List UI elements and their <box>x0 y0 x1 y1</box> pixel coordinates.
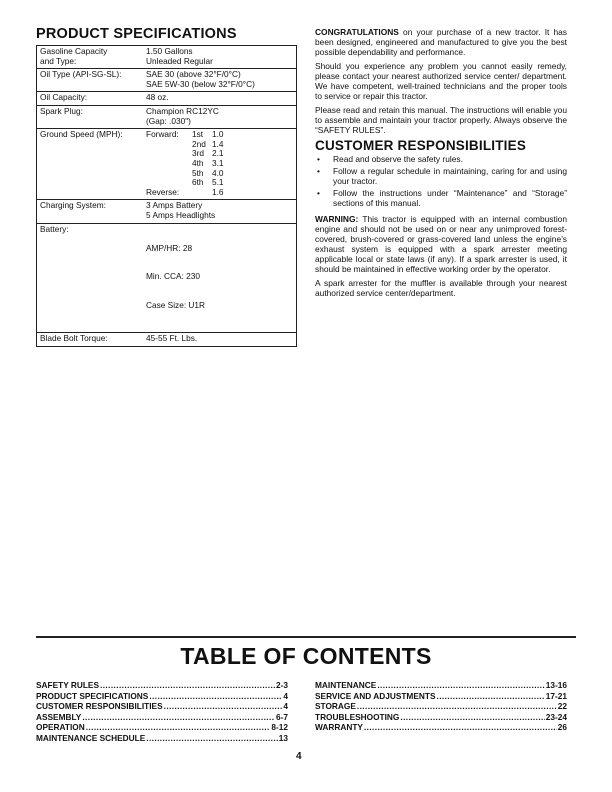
toc-entry[interactable] <box>315 712 567 723</box>
spec-label-line: Gasoline Capacity <box>40 46 108 56</box>
spec-value-line: 1.50 Gallons <box>146 46 193 56</box>
spec-value <box>146 201 296 220</box>
toc-page: 13-16 <box>545 680 567 690</box>
toc-leader <box>364 722 557 733</box>
spec-row-spark-plug <box>37 105 296 128</box>
spec-label <box>37 107 146 126</box>
toc-entry[interactable] <box>36 722 288 733</box>
toc-leader <box>146 733 278 744</box>
toc-entry[interactable] <box>315 680 567 691</box>
toc-entry[interactable] <box>36 712 288 723</box>
spec-label <box>37 130 146 197</box>
spec-row-charging <box>37 199 296 222</box>
customer-responsibilities-list <box>315 154 567 208</box>
spec-row-oil-capacity <box>37 91 296 105</box>
toc-entry[interactable] <box>36 691 288 702</box>
spec-label <box>37 70 146 89</box>
spec-value <box>146 107 296 126</box>
problem-paragraph: Should you experience any problem you cannot easily remedy, please contact your nearest authorized service center/ department. We have competent, well-trained technicians and the proper tools to service or repair this tractor. <box>315 61 567 101</box>
spec-label-line: Charging System: <box>40 200 106 211</box>
spec-label <box>37 334 146 344</box>
toc-page: 17-21 <box>545 690 567 701</box>
spec-value-line: Unleaded Regular <box>146 55 213 66</box>
toc-leader <box>164 701 283 712</box>
spec-value-line: Case Size: U1R <box>146 300 206 311</box>
spec-value <box>146 47 296 66</box>
gear-label: 6th <box>192 177 204 188</box>
toc-right-column <box>315 680 567 733</box>
spec-value <box>146 130 296 197</box>
ground-speed-grid <box>146 130 296 197</box>
toc-label: SERVICE AND ADJUSTMENTS <box>315 690 436 701</box>
toc-left-column <box>36 680 288 743</box>
spec-label-line: Blade Bolt Torque: <box>40 333 108 344</box>
toc-entry[interactable] <box>315 701 567 712</box>
gear-speed: 3.1 <box>212 157 224 168</box>
spec-value <box>146 334 296 344</box>
spec-value-line: (Gap: .030") <box>146 115 191 126</box>
toc-label: SAFETY RULES <box>36 680 100 690</box>
congrats-lead: CONGRATULATIONS <box>315 27 399 37</box>
gear-label: 2nd <box>192 138 206 149</box>
list-item <box>315 166 567 186</box>
spec-value-line: AMP/HR: 28 <box>146 242 193 253</box>
warning-text: This tractor is equipped with an internal combustion engine and should not be used on or near any unimproved forest-covered, brush-covered or grass-covered land unless the engine’s exhaust system is equipped with a spark arrester meeting applicable local or state laws (if any). If a spark arrester is used, it should be maintained in effective working order by the operator. <box>315 214 567 274</box>
toc-entry[interactable] <box>315 691 567 702</box>
bullet-icon: • <box>317 154 320 164</box>
spec-value <box>146 93 296 103</box>
toc-label: WARRANTY <box>315 722 363 732</box>
forward-label: Forward: <box>146 129 179 140</box>
gear-label: 1st <box>192 129 204 140</box>
gear-speed: 1.0 <box>212 129 224 140</box>
spec-value-line: 45-55 Ft. Lbs. <box>146 333 198 344</box>
spec-value-line: SAE 30 (above 32°F/0°C) <box>146 69 241 80</box>
toc-leader <box>377 680 544 691</box>
toc-leader <box>436 691 544 702</box>
toc-label: CUSTOMER RESPONSIBILITIES <box>36 701 163 711</box>
toc-label: OPERATION <box>36 722 85 732</box>
spec-label <box>37 201 146 220</box>
congrats-text: on your purchase of a new tractor. It has been designed, engineered and manufactured to give you the best possible dependability and performance. <box>315 27 567 57</box>
bullet-icon: • <box>317 166 320 176</box>
list-item-text: Follow the instructions under “Maintenance” and “Storage” sections of this manual. <box>333 188 567 208</box>
toc-page: 4 <box>283 701 288 711</box>
spec-value-line: 3 Amps Battery <box>146 200 203 211</box>
page-number: 4 <box>296 751 302 762</box>
list-item <box>315 188 567 208</box>
toc-page: 13 <box>278 732 288 743</box>
toc-label: PRODUCT SPECIFICATIONS <box>36 690 149 701</box>
retain-paragraph: Please read and retain this manual. The instructions will enable you to assemble and maintain your tractor properly. Always observe the “SAFETY RULES”. <box>315 105 567 135</box>
toc-page: 4 <box>283 690 288 701</box>
toc-entry[interactable] <box>36 701 288 712</box>
spec-row-gasoline <box>37 46 296 68</box>
toc-page: 23-24 <box>545 711 567 722</box>
spec-label-line: Battery: <box>40 223 69 234</box>
gear-label: 5th <box>192 167 204 178</box>
gear-speed: 4.0 <box>212 167 224 178</box>
warning-paragraph <box>315 214 567 274</box>
warning-lead: WARNING: <box>315 214 359 224</box>
gear-label: 4th <box>192 157 204 168</box>
spec-label-line: and Type: <box>40 55 77 66</box>
toc-leader <box>357 701 557 712</box>
specs-title: PRODUCT SPECIFICATIONS <box>36 26 237 42</box>
gear-label: 3rd <box>192 148 204 159</box>
toc-title: TABLE OF CONTENTS <box>180 643 432 669</box>
list-item-text: Read and observe the safety rules. <box>333 154 463 164</box>
gear-speed: 5.1 <box>212 177 224 188</box>
spec-row-oil-type <box>37 68 296 91</box>
toc-entry[interactable] <box>36 680 288 691</box>
toc-entry[interactable] <box>36 733 288 744</box>
spec-row-blade-torque <box>37 332 296 346</box>
spec-value <box>146 70 296 89</box>
bullet-icon: • <box>317 188 320 198</box>
toc-page: 6-7 <box>276 711 288 722</box>
spec-label-line: Oil Capacity: <box>40 92 88 103</box>
list-item-text: Follow a regular schedule in maintaining, caring for and using your tractor. <box>333 166 567 186</box>
toc-label: TROUBLESHOOTING <box>315 711 400 722</box>
toc-leader <box>82 712 275 723</box>
toc-page: 26 <box>557 722 567 732</box>
customer-responsibilities-title: CUSTOMER RESPONSIBILITIES <box>315 138 527 153</box>
toc-leader <box>86 722 271 733</box>
spec-label <box>37 225 146 331</box>
toc-page: 8-12 <box>271 722 288 732</box>
spec-label <box>37 47 146 66</box>
specs-table <box>36 45 297 347</box>
toc-label: MAINTENANCE <box>315 680 377 690</box>
toc-leader <box>149 691 282 702</box>
spec-label <box>37 93 146 103</box>
gear-speed: 1.4 <box>212 138 224 149</box>
spec-value-line: SAE 5W-30 (below 32°F/0°C) <box>146 78 255 89</box>
congrats-paragraph <box>315 27 567 57</box>
list-item <box>315 154 567 164</box>
toc-leader <box>100 680 275 691</box>
toc-entry[interactable] <box>315 722 567 733</box>
toc-label: ASSEMBLY <box>36 711 82 722</box>
gear-speed: 2.1 <box>212 148 224 159</box>
spec-value-line: 48 oz. <box>146 92 169 103</box>
toc-label: STORAGE <box>315 701 356 711</box>
toc-divider <box>36 636 576 638</box>
reverse-speed: 1.6 <box>212 186 224 197</box>
spec-value-line: Min. CCA: 230 <box>146 271 200 282</box>
toc-page: 2-3 <box>276 680 288 690</box>
spec-row-battery <box>37 223 296 333</box>
spec-value <box>146 225 296 331</box>
intro-column <box>315 27 567 302</box>
spec-value-line: Champion RC12YC <box>146 105 219 116</box>
spec-label-line: Spark Plug: <box>40 105 83 116</box>
toc-page: 22 <box>557 701 567 711</box>
spec-value-line: 5 Amps Headlights <box>146 209 216 220</box>
spec-label-line: Ground Speed (MPH): <box>40 129 123 140</box>
spec-row-ground-speed <box>37 128 296 199</box>
reverse-label: Reverse: <box>146 186 180 197</box>
toc-leader <box>400 712 544 723</box>
spark-arrester-paragraph: A spark arrester for the muffler is available through your nearest authorized service center/department. <box>315 278 567 298</box>
toc-label: MAINTENANCE SCHEDULE <box>36 732 146 743</box>
spec-label-line: Oil Type (API-SG-SL): <box>40 69 122 80</box>
